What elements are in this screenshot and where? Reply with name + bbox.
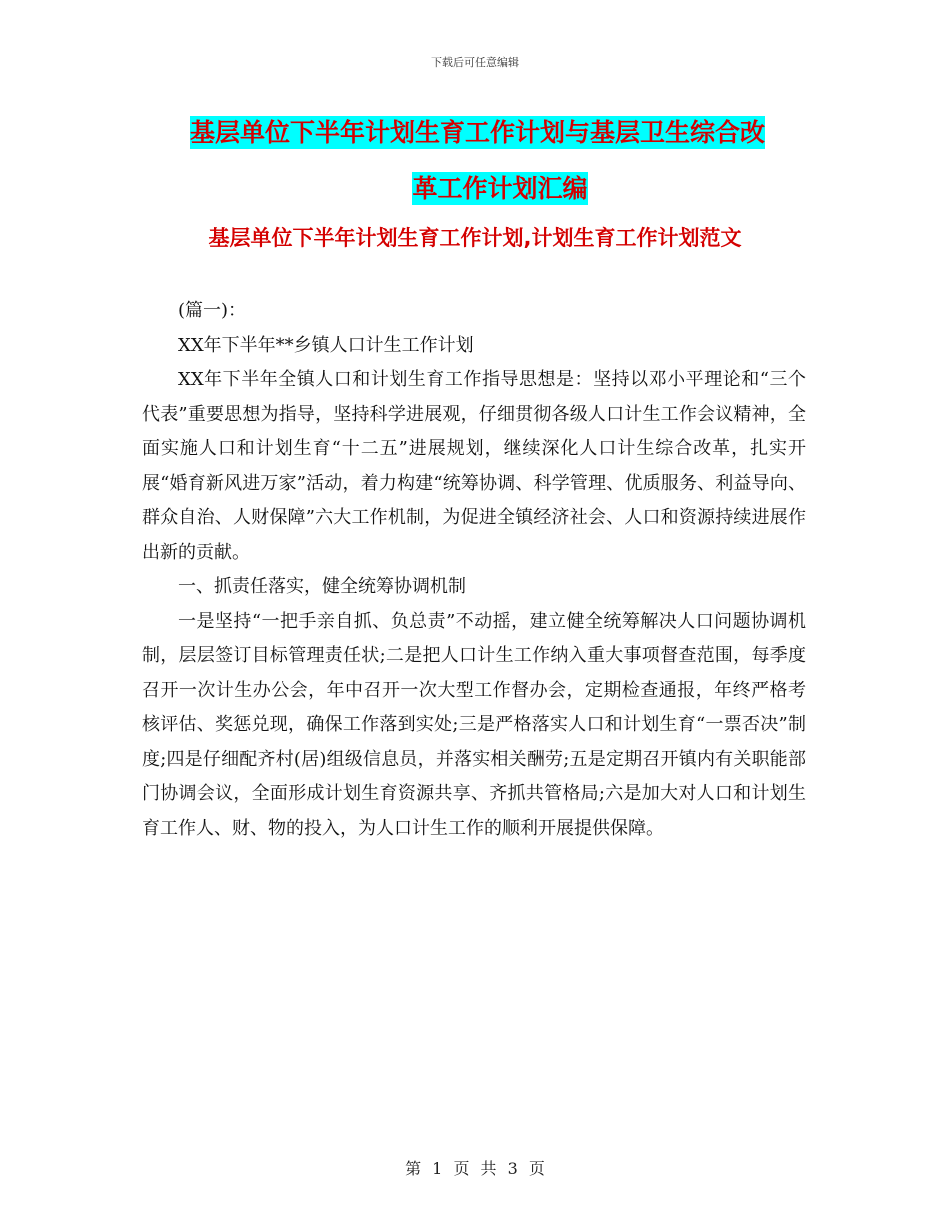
page-footer: 第 1 页 共 3 页 xyxy=(405,1159,545,1178)
paragraph-section-heading: 一、抓责任落实，健全统筹协调机制 xyxy=(178,576,466,597)
title-highlight-1: 基层单位下半年计划生育工作计划与基层卫生综合改 xyxy=(190,118,766,147)
paragraph-guiding-thought: XX年下半年全镇人口和计划生育工作指导思想是：坚持以邓小平理论和“三个代表”重要思想为指导，坚持科学进展观，仔细贯彻各级人口计生工作会议精神，全面实施人口和计划生育“十二五”进展规划，继续深化人口计生综合改革，扎实开展“婚育新风进万家”活动，着力构建“统筹协调、科学管理、优质服务、利益导向、群众自治、人财保障”六大工作机制，为促进全镇经济社会、人口和资源持续进展作出新的贡献。 xyxy=(142,369,806,563)
section-subtitle: 基层单位下半年计划生育工作计划,计划生育工作计划范文 xyxy=(208,226,742,250)
title-highlight-2: 革工作计划汇编 xyxy=(412,174,588,203)
document-title xyxy=(190,110,810,212)
document-body xyxy=(142,294,806,846)
paragraph-plan-title: XX年下半年**乡镇人口计生工作计划 xyxy=(178,334,474,356)
header-note: 下载后可任意编辑 xyxy=(431,56,519,69)
title-line-2 xyxy=(190,166,810,212)
title-line-1 xyxy=(190,110,810,156)
paragraph-section-body: 一是坚持“一把手亲自抓、负总责”不动摇，建立健全统筹解决人口问题协调机制，层层签订目标管理责任状;二是把人口计生工作纳入重大事项督查范围，每季度召开一次计生办公会，年中召开一次大型工作督办会，定期检查通报，年终严格考核评估、奖惩兑现，确保工作落到实处;三是严格落实人口和计划生育“一票否决”制度;四是仔细配齐村(居)组级信息员，并落实相关酬劳;五是定期召开镇内有关职能部门协调会议，全面形成计划生育资源共享、齐抓共管格局;六是加大对人口和计划生育工作人、财、物的投入，为人口计生工作的顺利开展提供保障。 xyxy=(142,610,806,839)
paragraph-part-label: (篇一)： xyxy=(178,300,247,321)
